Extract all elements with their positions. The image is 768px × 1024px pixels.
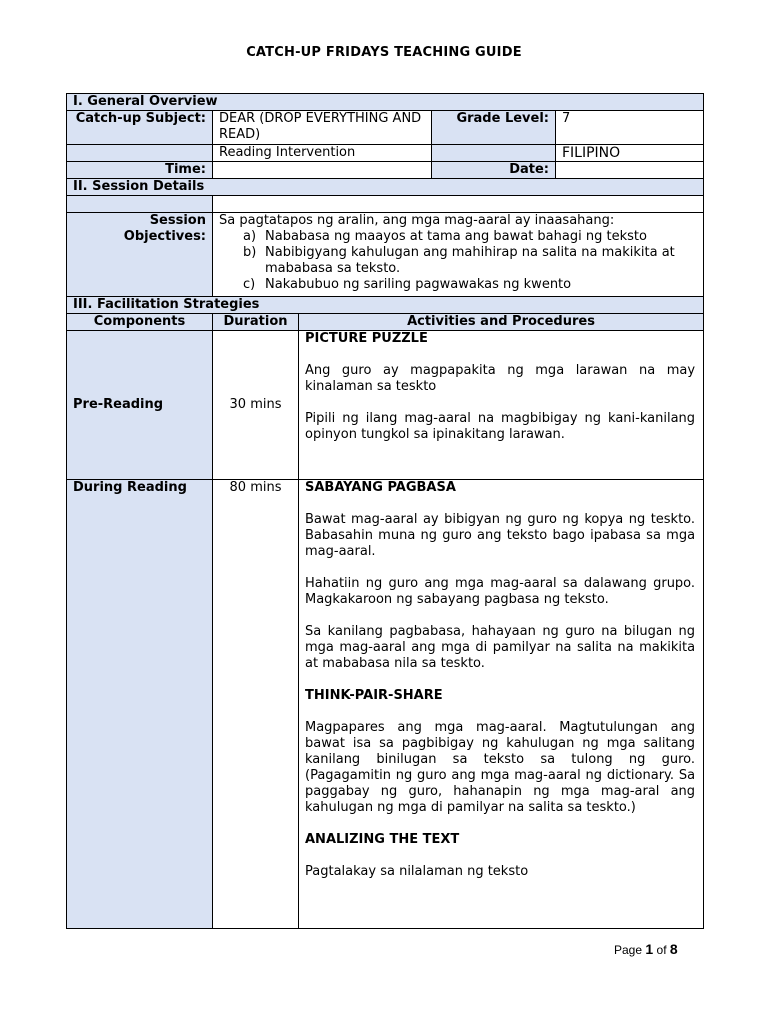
component-during-reading: During Reading [67,480,213,929]
subject-sub-row [67,145,704,162]
subject-sub-value: Reading Intervention [213,145,432,162]
objective-marker: b) [243,245,257,260]
objective-marker: a) [243,229,257,244]
of-word: of [656,943,667,957]
objective-text: Nakabubuo ng sariling pagwawakas ng kwento [265,277,572,292]
section-session-details [67,179,704,196]
objective-item [243,277,697,293]
duration-pre-reading: 30 mins [213,331,299,480]
grade-label: Grade Level: [432,111,556,145]
duration-during-reading: 80 mins [213,480,299,929]
subject-row [67,111,704,145]
page-number [614,941,678,957]
column-header-duration: Duration [213,314,299,331]
activities-during-reading [299,480,704,929]
activity-heading: PICTURE PUZZLE [305,331,428,346]
blank-cell [213,196,704,213]
activity-text: Sa kanilang pagbabasa, hahayaan ng guro na bilugan ng mga mag-aaral ang mga di pamilyar na salita na makikita at mababasa nila sa teskto. [305,624,696,671]
activity-heading: SABAYANG PAGBASA [305,480,456,495]
component-pre-reading: Pre-Reading [67,331,213,480]
objectives-cell [213,213,704,297]
activity-text: Ang guro ay magpapakita ng mga larawan na may kinalaman sa teskto [305,363,696,394]
current-page: 1 [645,941,654,957]
blank-label-cell [432,145,556,162]
activity-text: Pipili ng ilang mag-aaral na magbibigay ng kani-kanilang opinyon tungkol sa ipinakitang larawan. [305,411,696,442]
section-title: II. Session Details [67,179,704,196]
activity-text: Magpapares ang mga mag-aaral. Magtutulungan ang bawat isa sa pagbibigay ng kahulugan ng mga salitang kanilang binilugan sa teksto sa tulong ng guro. (Pagagamitin ng guro ang mga mag-aaral ng dictionary. Sa paggabay ng guro, hahanapin ng mga mag-aral ang kahulugan ng mga di pamilyar na salita sa teskto.) [305,720,696,815]
blank-label-cell [67,145,213,162]
activity-heading: ANALIZING THE TEXT [305,832,460,847]
time-label: Time: [67,162,213,179]
column-header-components: Components [67,314,213,331]
pre-reading-row [67,331,704,480]
section-title: III. Facilitation Strategies [67,297,704,314]
grade-sub-value: FILIPINO [556,145,704,162]
activity-text: Hahatiin ng guro ang mga mag-aaral sa dalawang grupo. Magkakaroon ng sabayang pagbasa ng teksto. [305,576,696,607]
objectives-intro: Sa pagtatapos ng aralin, ang mga mag-aaral ay inaasahang: [219,213,615,228]
activity-text: Bawat mag-aaral ay bibigyan ng guro ng kopya ng teskto. Babasahin muna ng guro ang teksto bago ipabasa sa mga mag-aaral. [305,512,696,559]
time-value [213,162,432,179]
objective-item [243,245,697,277]
blank-label-cell [67,196,213,213]
activity-text: Pagtalakay sa nilalaman ng teksto [305,864,529,879]
objectives-row [67,213,704,297]
objectives-label: Session Objectives: [67,213,213,297]
teaching-guide-table [66,93,704,929]
subject-value: DEAR (DROP EVERYTHING AND READ) [213,111,432,145]
objective-marker: c) [243,277,256,292]
activity-heading: THINK-PAIR-SHARE [305,688,443,703]
section-facilitation [67,297,704,314]
page-word: Page [614,943,643,957]
subject-label: Catch-up Subject: [67,111,213,145]
column-header-row [67,314,704,331]
during-reading-row [67,480,704,929]
objective-item [243,229,697,245]
section-title: I. General Overview [67,94,704,111]
activities-pre-reading [299,331,704,480]
objectives-list [219,229,697,293]
document-title: CATCH-UP FRIDAYS TEACHING GUIDE [246,45,522,60]
objective-text: Nabibigyang kahulugan ang mahihirap na salita na makikita at mababasa sa teksto. [265,245,675,276]
blank-row [67,196,704,213]
date-label: Date: [432,162,556,179]
grade-value: 7 [556,111,704,145]
date-value [556,162,704,179]
column-header-activities: Activities and Procedures [299,314,704,331]
section-general-overview [67,94,704,111]
time-date-row [67,162,704,179]
total-pages: 8 [669,941,678,957]
objective-text: Nababasa ng maayos at tama ang bawat bahagi ng teksto [265,229,647,244]
